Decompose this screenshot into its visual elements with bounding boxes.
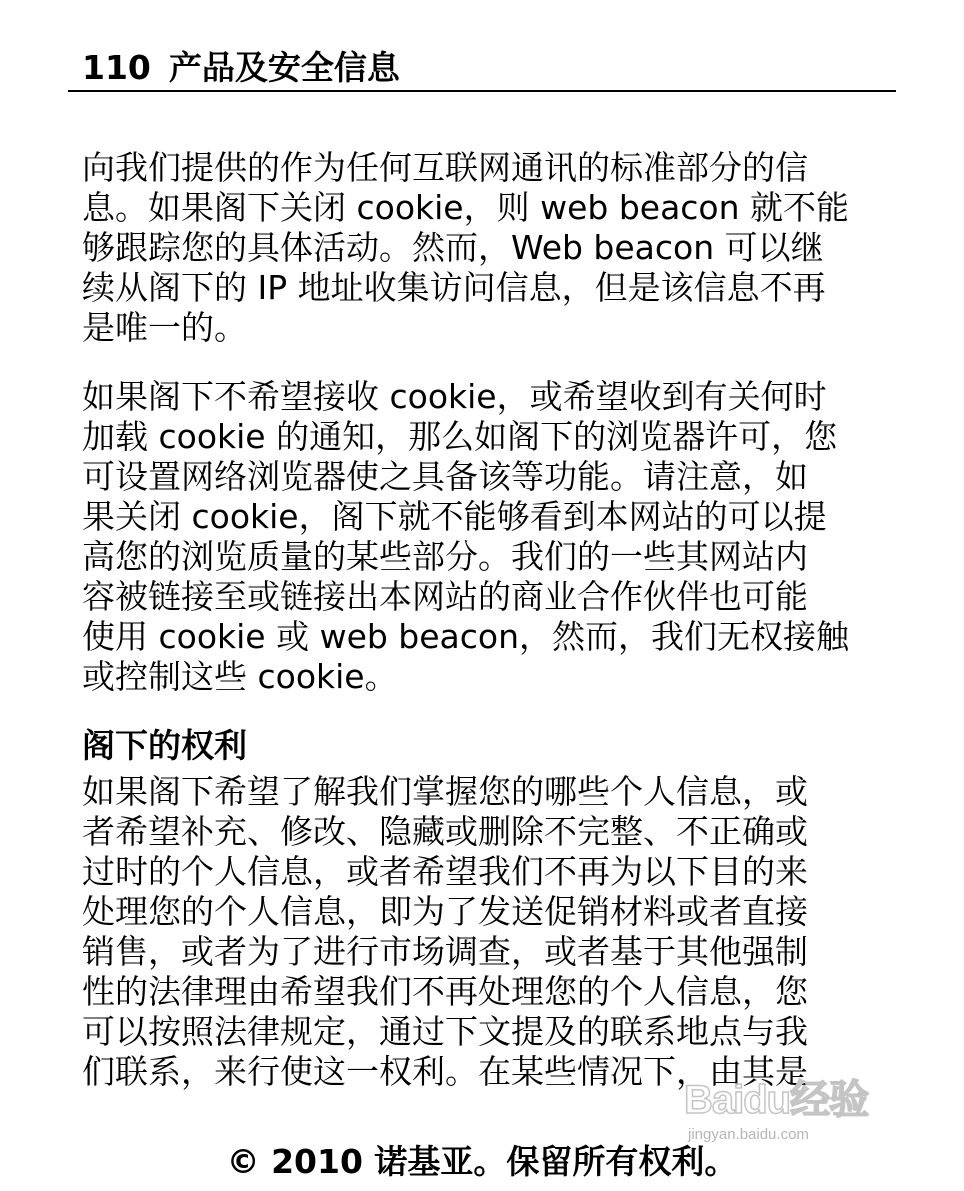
- text-line: 如果阁下希望了解我们掌握您的哪些个人信息，或: [82, 772, 808, 811]
- section-heading: 阁下的权利: [82, 726, 247, 765]
- text-line: 如果阁下不希望接收 cookie，或希望收到有关何时: [82, 377, 827, 416]
- text-line: 可以按照法律规定，通过下文提及的联系地点与我: [82, 1012, 808, 1051]
- text-line: 够跟踪您的具体活动。然而，Web beacon 可以继: [82, 228, 824, 267]
- baidu-logo-icon: Baidu经验: [684, 1078, 869, 1122]
- text-line: 果关闭 cookie，阁下就不能够看到本网站的可以提: [82, 497, 827, 536]
- text-line: 者希望补充、修改、隐藏或删除不完整、不正确或: [82, 812, 808, 851]
- text-line: 处理您的个人信息，即为了发送促销材料或者直接: [82, 892, 808, 931]
- header-divider: [68, 90, 896, 92]
- text-line: 或控制这些 cookie。: [82, 657, 398, 696]
- text-line: 过时的个人信息，或者希望我们不再为以下目的来: [82, 852, 808, 891]
- text-line: 容被链接至或链接出本网站的商业合作伙伴也可能: [82, 577, 808, 616]
- text-line: 向我们提供的作为任何互联网通讯的标准部分的信: [82, 148, 808, 187]
- page-number: 110: [82, 48, 151, 87]
- text-line: 息。如果阁下关闭 cookie，则 web beacon 就不能: [82, 188, 850, 227]
- text-line: 们联系，来行使这一权利。在某些情况下，由其是: [82, 1052, 808, 1091]
- text-line: 可设置网络浏览器使之具备该等功能。请注意，如: [82, 457, 808, 496]
- text-line: 使用 cookie 或 web beacon，然而，我们无权接触: [82, 617, 850, 656]
- paragraph-web-beacon: [82, 148, 892, 348]
- text-line: 是唯一的。: [82, 308, 247, 347]
- text-line: 加载 cookie 的通知，那么如阁下的浏览器许可，您: [82, 417, 838, 456]
- section-title: 产品及安全信息: [168, 48, 400, 87]
- text-line: 续从阁下的 IP 地址收集访问信息，但是该信息不再: [82, 268, 826, 307]
- paragraph-cookie-settings: [82, 377, 892, 697]
- page-header: [82, 48, 400, 88]
- copyright-footer: © 2010 诺基亚。保留所有权利。: [226, 1142, 738, 1181]
- text-line: 高您的浏览质量的某些部分。我们的一些其网站内: [82, 537, 808, 576]
- paragraph-your-rights: [82, 772, 892, 1092]
- text-line: 性的法律理由希望我们不再处理您的个人信息，您: [82, 972, 808, 1011]
- text-line: 销售，或者为了进行市场调查，或者基于其他强制: [82, 932, 808, 971]
- watermark-url: jingyan.baidu.com: [688, 1126, 809, 1143]
